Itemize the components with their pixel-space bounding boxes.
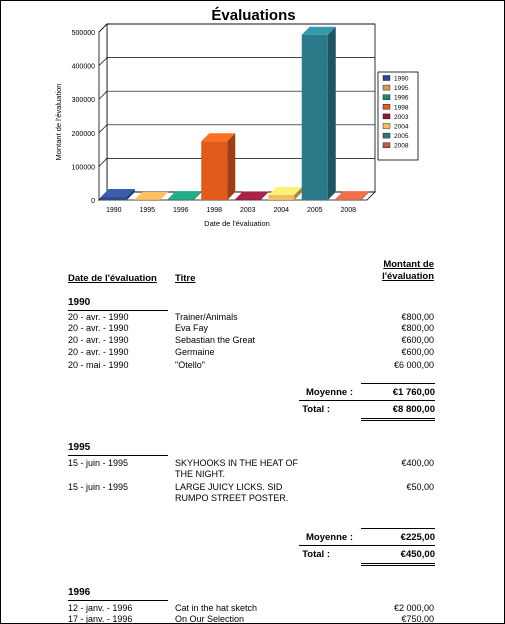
total-double-rule	[361, 563, 435, 564]
y-tick-label: 300000	[71, 97, 95, 105]
row-title: Sebastian the Great	[175, 335, 256, 345]
legend-label: 2003	[394, 113, 409, 121]
header-date: Date de l'évaluation	[68, 273, 157, 284]
row-title: "Otello"	[175, 360, 205, 370]
legend-swatch	[383, 124, 390, 129]
row-amount: €400,00	[401, 458, 434, 468]
row-amount: €800,00	[401, 323, 434, 333]
evaluations-bar-chart	[1, 1, 505, 241]
row-amount: €6 000,00	[393, 360, 434, 370]
summary-rule	[361, 528, 435, 529]
group-year-rule	[68, 310, 168, 311]
bar-2004	[268, 195, 294, 200]
row-amount: €600,00	[401, 335, 434, 345]
total-double-rule	[361, 418, 435, 419]
legend-swatch	[383, 95, 390, 100]
row-amount: €2 000,00	[393, 603, 434, 613]
average-value: €1 760,00	[392, 387, 435, 398]
legend-label: 2008	[394, 142, 409, 150]
y-tick-label: 200000	[71, 130, 95, 138]
y-tick-label: 400000	[71, 63, 95, 71]
legend-swatch	[383, 133, 390, 138]
x-tick-label: 1995	[139, 207, 156, 214]
legend-swatch	[383, 76, 390, 81]
row-title: Cat in the hat sketch	[175, 603, 258, 613]
row-amount: €750,00	[401, 614, 434, 624]
y-tick-label: 500000	[71, 30, 95, 37]
row-title: On Our Selection	[175, 614, 245, 624]
row-date: 20 - mai - 1990	[68, 360, 129, 370]
header-amount-line1: Montant de	[383, 259, 434, 270]
total-value: €8 800,00	[392, 404, 435, 415]
summary-rule	[299, 545, 435, 546]
row-title: Trainer/Animals	[175, 312, 238, 322]
row-date: 20 - avr. - 1990	[68, 323, 129, 333]
group-year-rule	[68, 600, 168, 601]
group-year: 1990	[68, 297, 91, 308]
legend-swatch	[383, 114, 390, 119]
row-date: 15 - juin - 1995	[68, 482, 129, 492]
average-value: €225,00	[400, 532, 435, 543]
header-amount-line2: l'évaluation	[382, 271, 434, 282]
y-axis-label: Montant de l'évaluation	[54, 83, 63, 161]
x-tick-label: 2008	[340, 207, 357, 214]
total-double-rule	[361, 565, 435, 566]
legend-label: 2004	[394, 123, 409, 131]
row-amount: €50,00	[406, 482, 434, 492]
average-label: Moyenne :	[306, 387, 353, 398]
bar-1996	[168, 199, 194, 200]
average-label: Moyenne :	[306, 532, 353, 543]
header-title: Titre	[175, 273, 196, 284]
x-tick-label: 2004	[273, 207, 290, 214]
row-amount: €600,00	[401, 347, 434, 357]
x-tick-label: 1996	[172, 207, 189, 214]
x-tick-label: 1990	[105, 207, 122, 214]
bar-2005	[302, 35, 328, 200]
chart-side-wall	[99, 24, 107, 200]
legend-label: 1998	[394, 104, 409, 112]
chart-title: Évaluations	[211, 7, 296, 24]
row-date: 20 - avr. - 1990	[68, 347, 129, 357]
legend-label: 1995	[394, 85, 409, 93]
legend-label: 2005	[394, 133, 409, 141]
row-date: 15 - juin - 1995	[68, 458, 129, 468]
row-amount: €800,00	[401, 312, 434, 322]
bar-2008	[335, 199, 361, 200]
x-tick-label: 1998	[206, 207, 223, 214]
y-tick-label: 0	[91, 198, 95, 205]
bar-1998	[201, 141, 227, 200]
group-year: 1996	[68, 587, 91, 598]
row-date: 12 - janv. - 1996	[68, 603, 133, 613]
bar-side-2005	[328, 27, 336, 200]
legend-swatch	[383, 104, 390, 109]
bar-side-1998	[227, 133, 235, 200]
y-tick-label: 100000	[71, 164, 95, 172]
group-year: 1995	[68, 442, 91, 453]
legend-label: 1990	[394, 75, 409, 83]
bar-1990	[101, 197, 127, 200]
summary-rule	[299, 400, 435, 401]
row-title: Eva Fay	[175, 323, 209, 333]
row-date: 20 - avr. - 1990	[68, 312, 129, 322]
total-label: Total :	[302, 549, 330, 560]
total-double-rule	[361, 420, 435, 421]
row-title: LARGE JUICY LICKS. SID RUMPO STREET POSTER.	[175, 482, 289, 503]
total-value: €450,00	[400, 549, 435, 560]
row-date: 20 - avr. - 1990	[68, 335, 129, 345]
x-axis-label: Date de l'évaluation	[204, 219, 270, 228]
row-date: 17 - janv. - 1996	[68, 614, 133, 624]
legend-label: 1996	[394, 94, 409, 102]
group-year-rule	[68, 455, 168, 456]
legend-swatch	[383, 85, 390, 90]
row-title: Germaine	[175, 347, 215, 357]
total-label: Total :	[302, 404, 330, 415]
x-tick-label: 2005	[306, 207, 323, 214]
summary-rule	[361, 383, 435, 384]
x-tick-label: 2003	[239, 207, 256, 214]
legend-swatch	[383, 143, 390, 148]
row-title: SKYHOOKS IN THE HEAT OF THE NIGHT.	[175, 458, 299, 479]
